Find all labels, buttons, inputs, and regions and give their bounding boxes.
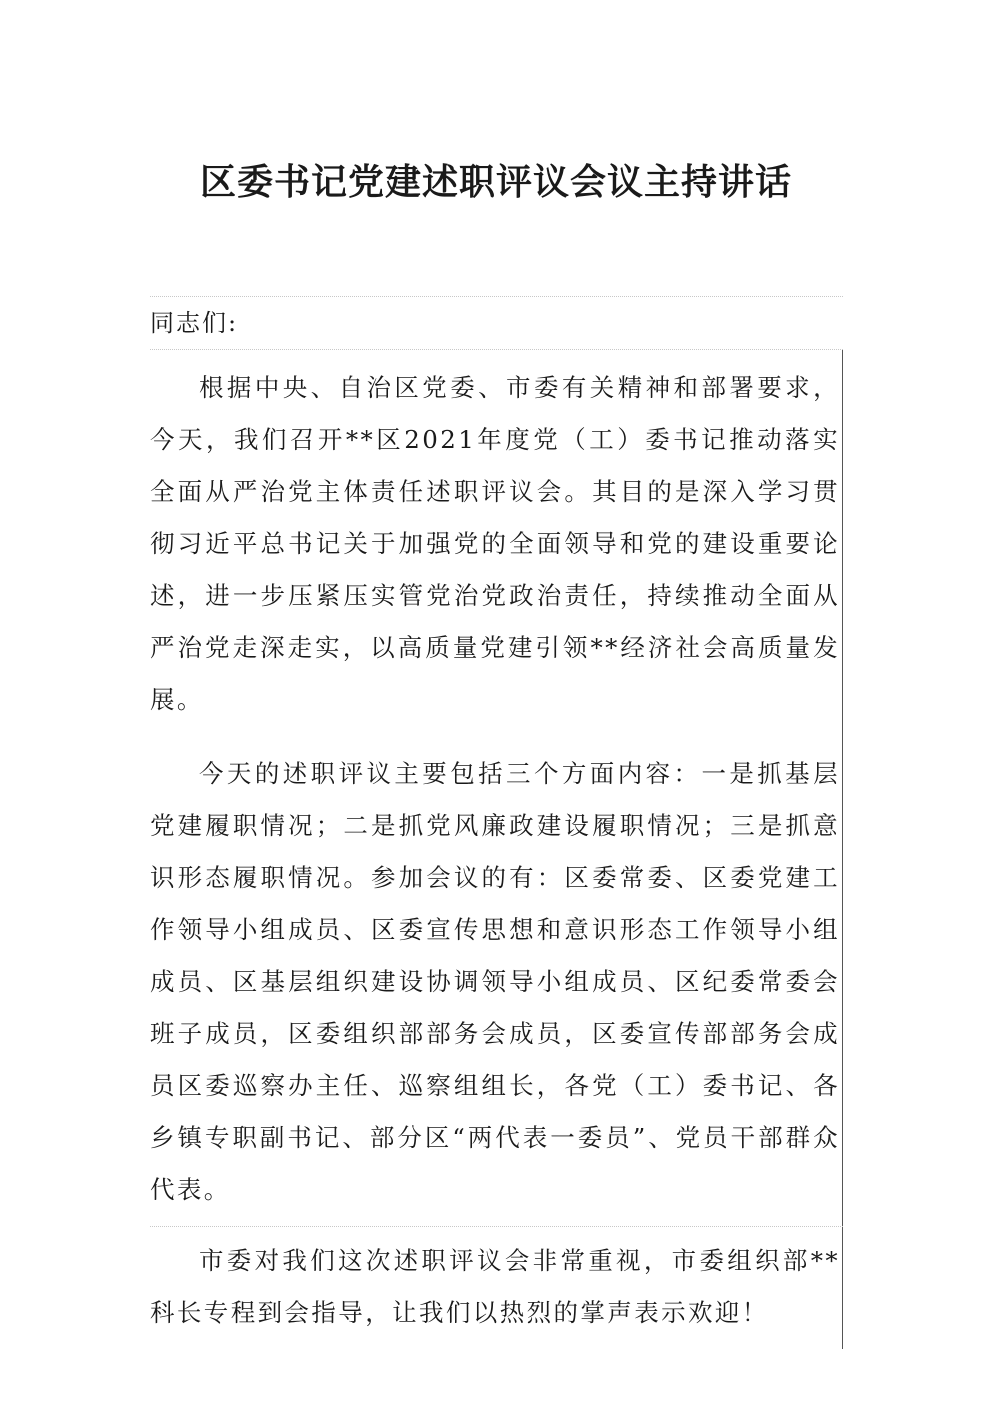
document-title: 区委书记党建述职评议会议主持讲话 xyxy=(199,161,792,203)
document-body xyxy=(150,296,843,1349)
paragraph-2: 今天的述职评议主要包括三个方面内容：一是抓基层党建履职情况；二是抓党风廉政建设履职情况；三是抓意识形态履职情况。参加会议的有：区委常委、区委党建工作领导小组成员、区委宣传思想和意识形态工作领导小组成员、区基层组织建设协调领导小组成员、区纪委常委会班子成员，区委组织部部务会成员，区委宣传部部务会成员区委巡察办主任、巡察组组长，各党（工）委书记、各乡镇专职副书记、部分区“两代表一委员”、党员干部群众代表。 xyxy=(150,740,843,1226)
greeting: 同志们: xyxy=(150,309,239,337)
paragraph-3: 市委对我们这次述职评议会非常重视，市委组织部**科长专程到会指导，让我们以热烈的掌声表示欢迎！ xyxy=(150,1227,843,1349)
paragraph-1: 根据中央、自治区党委、市委有关精神和部署要求，今天，我们召开**区2021年度党（工）委书记推动落实全面从严治党主体责任述职评议会。其目的是深入学习贯彻习近平总书记关于加强党的全面领导和党的建设重要论述，进一步压紧压实管党治党政治责任，持续推动全面从严治党走深走实，以高质量党建引领**经济社会高质量发展。 xyxy=(150,350,843,740)
